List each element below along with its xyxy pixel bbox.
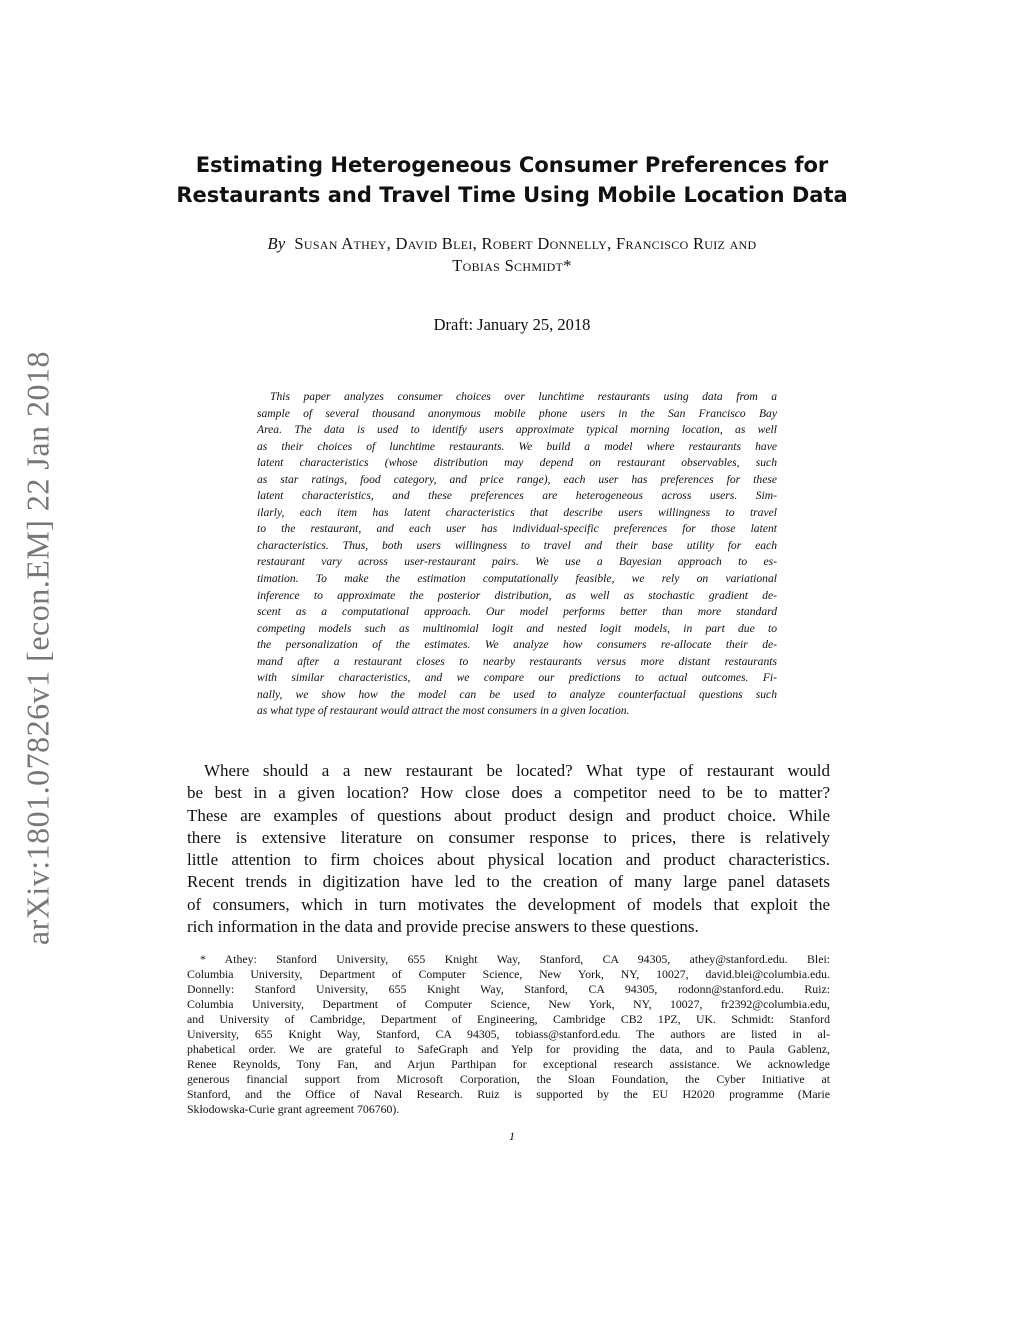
title-line: Estimating Heterogeneous Consumer Preferences for <box>195 153 829 177</box>
footnote-line: Donnelly: Stanford University, 655 Knight Way, Stanford, CA 94305, rodonn@stanford.edu. Ruiz: <box>187 982 830 997</box>
footnote-line: and University of Cambridge, Department of Engineering, Cambridge CB2 1PZ, UK. Schmidt: Stanford <box>187 1012 830 1027</box>
abstract-line: This paper analyzes consumer choices over lunchtime restaurants using data from a <box>270 390 777 403</box>
abstract-line: nally, we show how the model can be used to analyze counterfactual questions such <box>257 687 777 701</box>
footnote <box>187 952 830 1118</box>
authors-line: Tobias Schmidt* <box>452 256 572 275</box>
draft-date: Draft: January 25, 2018 <box>433 315 591 334</box>
abstract-line: scent as a computational approach. Our model performs better than more standard <box>257 605 777 619</box>
footnote-line: generous financial support from Microsoft Corporation, the Sloan Foundation, the Cyber Initiative at <box>187 1072 830 1087</box>
footnote-line: Renee Reynolds, Tony Fan, and Arjun Parthipan for exceptional research assistance. We acknowledge <box>187 1057 830 1072</box>
arxiv-identifier-stamp: arXiv:1801.07826v1 [econ.EM] 22 Jan 2018 <box>19 350 56 946</box>
abstract-line: with similar characteristics, and we compare our predictions to actual outcomes. Fi- <box>257 671 777 685</box>
abstract-line: ilarly, each item has latent characteristics that describe users willingness to travel <box>257 505 777 519</box>
body-line: of consumers, which in turn motivates the development of models that exploit the <box>187 894 830 914</box>
footnote-line: Stanford, and the Office of Naval Research. Ruiz is supported by the EU H2020 programme (Marie <box>187 1087 830 1102</box>
intro-paragraph <box>187 760 830 938</box>
abstract-line: latent characteristics, and these preferences are heterogeneous across users. Sim- <box>257 489 777 503</box>
author-list <box>150 233 874 277</box>
body-line: little attention to firm choices about physical location and product characteristics. <box>187 850 830 870</box>
abstract-line: competing models such as multinomial logit and nested logit models, in part due to <box>257 621 777 635</box>
body-line: Recent trends in digitization have led to the creation of many large panel datasets <box>187 872 830 892</box>
footnote-line: Skłodowska-Curie grant agreement 706760). <box>187 1102 400 1117</box>
abstract-line: restaurant vary across user-restaurant pairs. We use a Bayesian approach to es- <box>257 555 777 569</box>
footnote-line: University, 655 Knight Way, Stanford, CA 94305, tobiass@stanford.edu. The authors are listed in al- <box>187 1027 830 1042</box>
page-number: 1 <box>509 1129 515 1143</box>
body-line: rich information in the data and provide precise answers to these questions. <box>187 917 699 937</box>
body-line: there is extensive literature on consumer response to prices, there is relatively <box>187 827 830 847</box>
abstract-line: characteristics. Thus, both users willingness to travel and their base utility for each <box>257 538 777 552</box>
abstract-line: timation. To make the estimation computationally feasible, we rely on variational <box>257 572 777 586</box>
abstract <box>257 389 777 720</box>
authors-line: Susan Athey, David Blei, Robert Donnelly, Francisco Ruiz and <box>294 234 757 253</box>
abstract-line: latent characteristics (whose distribution may depend on restaurant observables, such <box>257 456 777 470</box>
abstract-line: inference to approximate the posterior distribution, as well as stochastic gradient de- <box>257 588 777 602</box>
body-line: These are examples of questions about product design and product choice. While <box>187 805 830 825</box>
footnote-line: * Athey: Stanford University, 655 Knight Way, Stanford, CA 94305, athey@stanford.edu. Blei: <box>200 952 830 966</box>
abstract-line: as what type of restaurant would attract the most consumers in a given location. <box>257 704 630 718</box>
paper-title <box>0 150 1024 210</box>
abstract-line: as their choices of lunchtime restaurants. We build a model where restaurants have <box>257 439 777 453</box>
body-line: be best in a given location? How close does a competitor need to be to matter? <box>187 783 830 803</box>
abstract-line: mand after a restaurant closes to nearby restaurants versus more distant restaurants <box>257 654 777 668</box>
abstract-line: the personalization of the estimates. We analyze how consumers re-allocate their de- <box>257 638 777 652</box>
abstract-line: Area. The data is used to identify users approximate typical morning location, as well <box>257 423 777 437</box>
body-line: Where should a a new restaurant be located? What type of restaurant would <box>204 761 830 780</box>
footnote-line: Columbia University, Department of Computer Science, New York, NY, 10027, fr2392@columbia.edu, <box>187 997 830 1012</box>
title-line: Restaurants and Travel Time Using Mobile Location Data <box>176 183 848 207</box>
footnote-line: Columbia University, Department of Computer Science, New York, NY, 10027, david.blei@columbia.edu. <box>187 967 830 982</box>
footnote-line: phabetical order. We are grateful to SafeGraph and Yelp for providing the data, and to Paula Gablenz, <box>187 1042 830 1057</box>
abstract-line: sample of several thousand anonymous mobile phone users in the San Francisco Bay <box>257 406 777 420</box>
abstract-line: to the restaurant, and each user has individual-specific preferences for those latent <box>257 522 777 536</box>
abstract-line: as star ratings, food category, and price range), each user has preferences for these <box>257 472 777 486</box>
by-label: By <box>267 234 286 253</box>
